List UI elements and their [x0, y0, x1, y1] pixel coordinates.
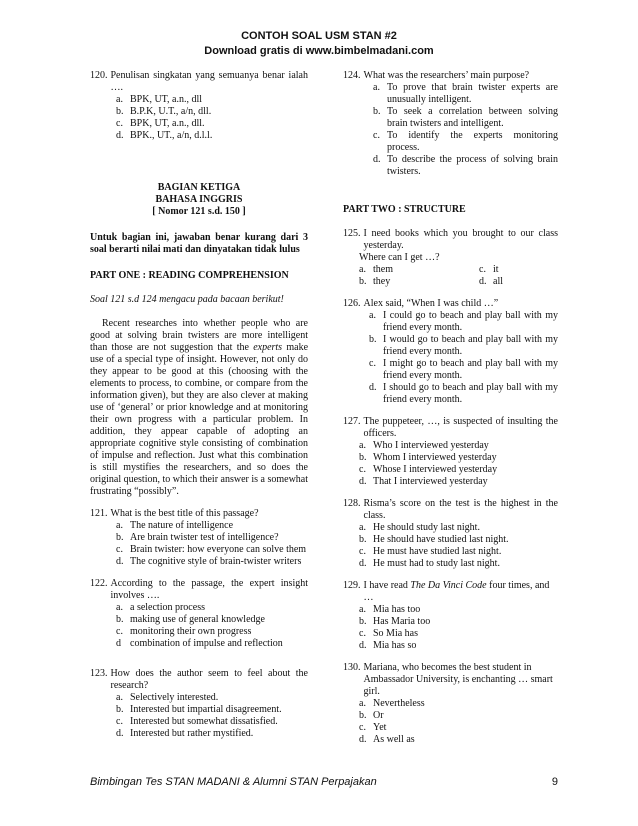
answer-option — [343, 558, 558, 570]
option-letter: d. — [359, 734, 367, 745]
page-footer — [90, 776, 558, 788]
section-instruction: Untuk bagian ini, jawaban benar kurang dari 3 soal berarti nilai mati dan dinyatakan tidak lulus — [90, 232, 308, 255]
answer-option — [90, 520, 308, 532]
answer-option — [90, 626, 308, 638]
option-letter: a. — [359, 604, 366, 615]
text-segment: Mariana, who becomes the best student in Ambassador University, is enchanting … smart girl. — [363, 662, 553, 697]
option-letter: c. — [359, 464, 366, 475]
question-number: 122. — [90, 578, 108, 589]
answer-option — [90, 544, 308, 556]
text-segment: How does the author seem to feel about the research? — [110, 668, 308, 691]
text-segment: According to the passage, the expert insight involves …. — [110, 578, 308, 601]
option-letter: d. — [359, 640, 367, 651]
text-segment — [343, 498, 558, 522]
option-letter: a. — [116, 692, 123, 703]
text-segment: To describe the process of solving brain twisters. — [387, 154, 558, 177]
answer-option — [343, 698, 558, 710]
option-letter: c. — [369, 358, 376, 369]
option-letter: a. — [116, 94, 123, 105]
question-number: 130. — [343, 662, 361, 673]
text-segment: What is the best title of this passage? — [110, 508, 259, 519]
question-130 — [343, 662, 558, 746]
option-letter: a. — [116, 602, 123, 613]
option-text: BPK., UT., a/n, d.l.l. — [130, 130, 213, 141]
answer-option — [343, 382, 558, 406]
answer-option — [90, 130, 308, 142]
option-letter: b. — [359, 616, 367, 627]
text-segment: As well as — [373, 734, 415, 745]
text-segment: I should go to beach and play ball with my friend every month. — [383, 382, 558, 405]
option-letter: b. — [116, 704, 124, 715]
option-text: BPK, UT, a.n., dll. — [130, 118, 205, 129]
question-number: 125. — [343, 228, 361, 239]
text-segment: all — [493, 276, 503, 287]
text-segment: Mia has so — [373, 640, 417, 651]
text-segment: What was the researchers’ main purpose? — [363, 70, 530, 81]
answer-option — [343, 616, 558, 628]
answer-option — [90, 704, 308, 716]
option-letter: c. — [373, 130, 380, 141]
option-letter: c. — [359, 722, 366, 733]
text-segment: I could go to beach and play ball with my friend every month. — [383, 310, 558, 333]
answer-option — [90, 94, 308, 106]
answer-option — [343, 310, 558, 334]
footer-text: Bimbingan Tes STAN MADANI & Alumni STAN Perpajakan — [90, 776, 377, 788]
text-segment: Interested but somewhat dissatisfied. — [130, 716, 278, 727]
option-letter: d — [116, 638, 121, 649]
option-letter: a. — [359, 440, 366, 451]
answer-option — [343, 734, 558, 746]
option-letter: c. — [116, 716, 123, 727]
question-120 — [90, 70, 308, 142]
question-number: 124. — [343, 70, 361, 81]
section-range: [ Nomor 121 s.d. 150 ] — [152, 206, 246, 217]
option-letter: d. — [359, 476, 367, 487]
text-segment — [343, 228, 558, 252]
text-segment: monitoring their own progress — [130, 626, 252, 637]
question-124 — [343, 70, 558, 178]
option-text: BPK, UT, a.n., dll — [130, 94, 203, 105]
option-letter: d. — [116, 556, 124, 567]
question-128 — [343, 498, 558, 570]
option-letter: d. — [369, 382, 377, 393]
option-letter: a. — [359, 698, 366, 709]
answer-option — [90, 106, 308, 118]
part-one-heading: PART ONE : READING COMPREHENSION — [90, 270, 289, 281]
page-number: 9 — [551, 776, 558, 788]
option-letter: a. — [369, 310, 376, 321]
question-121 — [90, 508, 308, 568]
right-column — [343, 70, 558, 756]
text-segment: I might go to beach and play ball with my friend every month. — [383, 358, 558, 381]
answer-option — [343, 534, 558, 546]
option-letter: c. — [116, 118, 123, 129]
reading-passage — [90, 318, 308, 498]
question-122 — [90, 578, 308, 650]
text-segment — [343, 662, 558, 698]
answer-option — [343, 464, 558, 476]
answer-option — [343, 640, 558, 652]
text-segment: they — [373, 276, 391, 287]
answer-option — [90, 728, 308, 740]
text-segment: combination of impulse and reflection — [130, 638, 283, 649]
part-two-heading: PART TWO : STRUCTURE — [343, 204, 466, 215]
option-text: B.P.K, U.T., a/n, dll. — [130, 106, 212, 117]
answer-option — [343, 358, 558, 382]
option-letter: c. — [359, 628, 366, 639]
question-123 — [90, 668, 308, 740]
text-segment: making use of general knowledge — [130, 614, 265, 625]
question-text: Penulisan singkatan yang semuanya benar ialah …. — [110, 70, 308, 93]
text-segment: I have read — [363, 580, 411, 591]
text-segment: Interested but impartial disagreement. — [130, 704, 282, 715]
text-segment: b. — [359, 276, 367, 287]
text-segment: He must had to study last night. — [373, 558, 500, 569]
option-letter: a. — [359, 522, 366, 533]
text-segment — [364, 580, 559, 604]
text-segment — [343, 188, 558, 204]
text-segment: That I interviewed yesterday — [373, 476, 488, 487]
option-letter: b. — [359, 452, 367, 463]
answer-option — [343, 546, 558, 558]
question-125 — [343, 228, 558, 288]
answer-option — [343, 154, 558, 178]
text-segment: Whose I interviewed yesterday — [373, 464, 498, 475]
text-segment: Alex said, “When I was child …” — [363, 298, 499, 309]
option-letter: c. — [116, 544, 123, 555]
text-segment: experts — [253, 342, 283, 353]
question-126 — [343, 298, 558, 406]
text-segment: Risma’s score on the test is the highest in the class. — [363, 498, 558, 521]
text-segment: He should study last night. — [373, 522, 480, 533]
option-letter: b. — [359, 710, 367, 721]
text-segment: The Da Vinci Code — [410, 580, 487, 591]
option-letter: a. — [373, 82, 380, 93]
text-segment — [90, 508, 308, 520]
option-letter: d. — [116, 728, 124, 739]
text-segment: four times, and … — [363, 580, 550, 603]
text-segment: Mia has too — [373, 604, 421, 615]
answer-option — [90, 716, 308, 728]
text-segment: it — [493, 264, 499, 275]
text-segment: Nevertheless — [373, 698, 425, 709]
text-segment: To prove that brain twister experts are unusually intelligent. — [387, 82, 558, 105]
text-segment: a selection process — [130, 602, 205, 613]
text-segment — [90, 660, 308, 668]
answer-option — [343, 722, 558, 734]
question-number: 121. — [90, 508, 108, 519]
option-letter: d. — [373, 154, 381, 165]
text-segment — [90, 578, 308, 602]
text-segment: He should have studied last night. — [373, 534, 509, 545]
option-letter: b. — [369, 334, 377, 345]
text-segment: Has Maria too — [373, 616, 431, 627]
answer-option — [343, 452, 558, 464]
text-segment — [90, 70, 308, 94]
text-segment: The puppeteer, …, is suspected of insulting the officers. — [363, 416, 558, 439]
option-letter: a. — [116, 520, 123, 531]
answer-option — [343, 106, 558, 130]
text-segment: Whom I interviewed yesterday — [373, 452, 497, 463]
option-letter: b. — [359, 534, 367, 545]
text-segment: Selectively interested. — [130, 692, 219, 703]
header-title: CONTOH SOAL USM STAN #2 — [241, 30, 397, 42]
text-segment: c. — [479, 264, 486, 275]
answer-option — [343, 476, 558, 488]
text-segment: I need books which you brought to our class yesterday. — [363, 228, 558, 251]
answer-option — [343, 710, 558, 722]
reading-instruction: Soal 121 s.d 124 mengacu pada bacaan berikut! — [90, 294, 284, 305]
answer-option — [90, 118, 308, 130]
section-heading: BAGIAN KETIGA — [157, 182, 241, 193]
text-segment: The nature of intelligence — [130, 520, 234, 531]
answer-option — [343, 628, 558, 640]
text-segment: The cognitive style of brain-twister writers — [130, 556, 302, 567]
option-letter: b. — [116, 106, 124, 117]
answer-option — [90, 532, 308, 544]
text-segment: Recent researches into whether people who are good at solving brain twisters are more intelligent than those are not suggestion that the — [90, 318, 308, 353]
answer-option — [90, 602, 308, 614]
question-number: 123. — [90, 668, 108, 679]
answer-option — [343, 604, 558, 616]
question-number: 126. — [343, 298, 361, 309]
option-letter: d. — [359, 558, 367, 569]
left-column — [90, 70, 308, 750]
question-number: 127. — [343, 416, 361, 427]
answer-option — [90, 638, 308, 650]
text-segment: Where can I get …? — [359, 252, 440, 263]
text-segment: He must have studied last night. — [373, 546, 502, 557]
text-segment: To seek a correlation between solving brain twisters and intelligent. — [387, 106, 558, 129]
question-129 — [343, 580, 558, 652]
text-segment: make use of a special type of insight. However, not only do they appear to be good at this (choosing with the elements to process, to combine, or compare from the information given), but they are also clever at making use of ‘general’ or prior knowledge and at monitoring their own progress with a particular problem. In addition, they appear capable of adopting an appropriate cognitive style consisting of combination of impulse and reflection. Just what this combination is still mystifies the researchers, and so does the original question, to which their answer is a somewhat frustrating “possibly”. — [90, 342, 309, 497]
text-segment — [90, 668, 308, 692]
answer-option — [90, 692, 308, 704]
text-segment: So Mia has — [373, 628, 418, 639]
text-segment: a. — [359, 264, 366, 275]
text-segment — [343, 416, 558, 440]
option-letter: d. — [116, 130, 124, 141]
option-letter: c. — [359, 546, 366, 557]
question-number: 129. — [343, 580, 361, 591]
option-letter: b. — [116, 614, 124, 625]
answer-option — [343, 334, 558, 358]
answer-option — [343, 82, 558, 106]
text-segment: d. — [479, 276, 487, 287]
text-segment — [343, 298, 558, 310]
header-download-line: Download gratis di www.bimbelmadani.com — [204, 45, 434, 57]
text-segment: them — [373, 264, 393, 275]
option-letter: b. — [373, 106, 381, 117]
text-segment — [343, 264, 558, 288]
answer-option — [343, 522, 558, 534]
text-segment: Brain twister: how everyone can solve them — [130, 544, 307, 555]
question-127 — [343, 416, 558, 488]
question-number: 120. — [90, 70, 108, 81]
option-letter: b. — [116, 532, 124, 543]
text-segment: Are brain twister test of intelligence? — [130, 532, 279, 543]
text-segment: Interested but rather mystified. — [130, 728, 254, 739]
answer-option — [90, 556, 308, 568]
answer-option — [343, 440, 558, 452]
text-segment — [90, 152, 308, 182]
section-subheading: BAHASA INGGRIS — [155, 194, 243, 205]
text-segment: I would go to beach and play ball with my friend every month. — [383, 334, 558, 357]
text-segment — [343, 70, 558, 82]
answer-option — [343, 130, 558, 154]
option-letter: c. — [116, 626, 123, 637]
text-segment: Who I interviewed yesterday — [373, 440, 489, 451]
text-segment — [343, 580, 558, 604]
text-segment: Yet — [373, 722, 387, 733]
text-segment: To identify the experts monitoring process. — [387, 130, 558, 153]
text-segment: Or — [373, 710, 384, 721]
answer-option — [90, 614, 308, 626]
question-number: 128. — [343, 498, 361, 509]
